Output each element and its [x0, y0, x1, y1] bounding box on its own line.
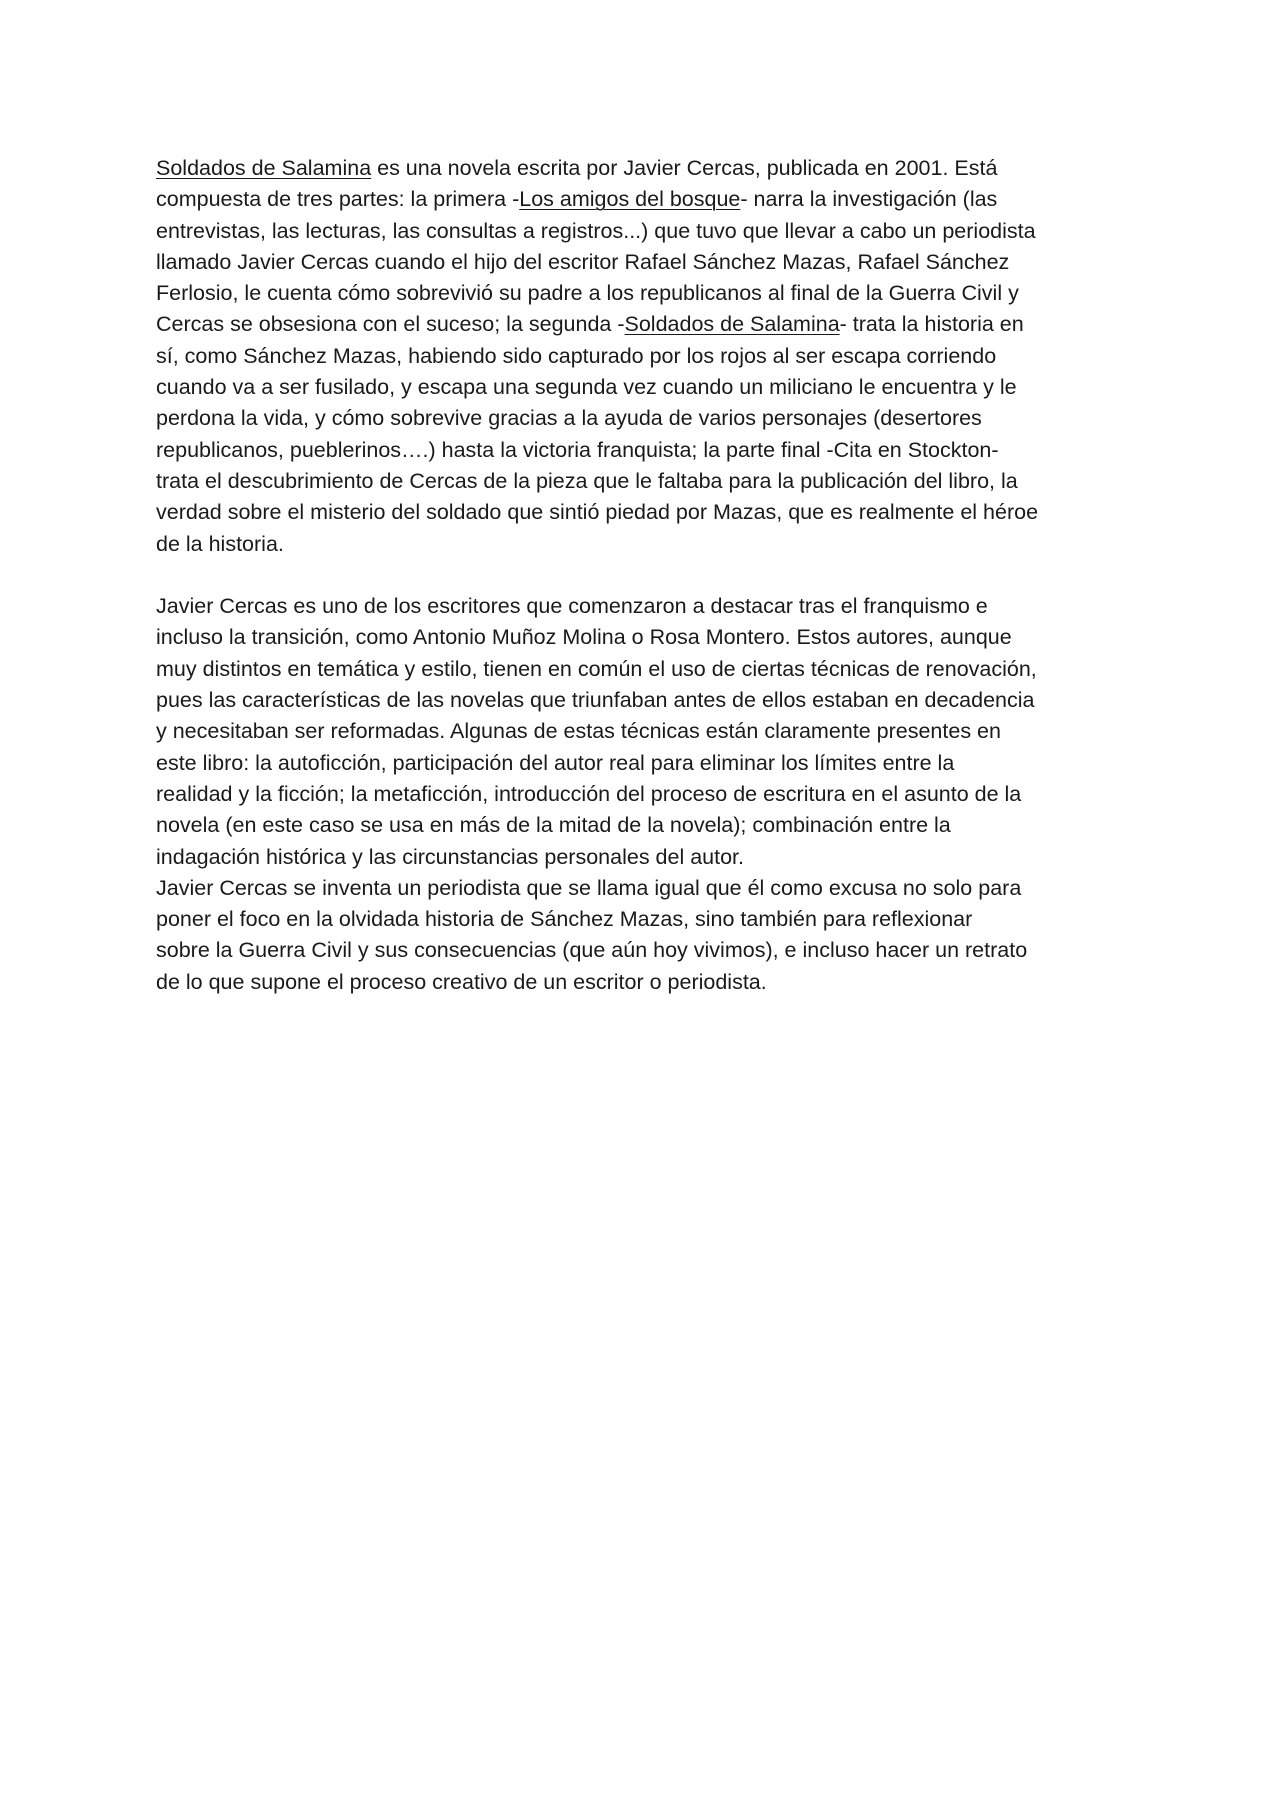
paragraph-context	[156, 591, 1141, 873]
book-title-underlined: Soldados de Salamina	[156, 156, 372, 180]
text-line: de la historia.	[156, 531, 284, 556]
document-body	[156, 153, 1141, 998]
paragraph-summary	[156, 153, 1141, 560]
text-line: sobre la Guerra Civil y sus consecuencias (que aún hoy vivimos), e incluso hacer un retrato	[156, 938, 1028, 963]
text-span: - trata la historia en	[839, 312, 1024, 337]
text-line	[156, 184, 1141, 215]
paragraph-analysis	[156, 873, 1141, 998]
paragraph-spacer	[156, 560, 1141, 591]
text-span: compuesta de tres partes: la primera -	[156, 187, 520, 212]
text-line: indagación histórica y las circunstancias personales del autor.	[156, 844, 744, 869]
text-line: poner el foco en la olvidada historia de Sánchez Mazas, sino también para reflexionar	[156, 907, 973, 932]
part-title-underlined: Soldados de Salamina	[624, 312, 840, 337]
text-line: Javier Cercas se inventa un periodista que se llama igual que él como excusa no solo para	[156, 875, 1022, 900]
text-line: este libro: la autoficción, participación del autor real para eliminar los límites entre la	[156, 750, 955, 775]
text-line: de lo que supone el proceso creativo de un escritor o periodista.	[156, 969, 767, 994]
text-line: cuando va a ser fusilado, y escapa una segunda vez cuando un miliciano le encuentra y le	[156, 375, 1017, 400]
text-line: muy distintos en temática y estilo, tienen en común el uso de ciertas técnicas de renovación,	[156, 656, 1037, 681]
text-line: realidad y la ficción; la metaficción, introducción del proceso de escritura en el asunto de la	[156, 781, 1022, 806]
text-line: Ferlosio, le cuenta cómo sobrevivió su padre a los republicanos al final de la Guerra Civil y	[156, 281, 1019, 306]
text-line: incluso la transición, como Antonio Muñoz Molina o Rosa Montero. Estos autores, aunque	[156, 625, 1012, 650]
text-line: pues las características de las novelas que triunfaban antes de ellos estaban en decadencia	[156, 688, 1035, 713]
part-title-underlined: Los amigos del bosque	[519, 187, 741, 212]
text-line: entrevistas, las lecturas, las consultas a registros...) que tuvo que llevar a cabo un periodista	[156, 218, 1036, 243]
text-line	[156, 153, 1141, 184]
text-line: novela (en este caso se usa en más de la mitad de la novela); combinación entre la	[156, 813, 951, 838]
text-span: - narra la investigación (las	[740, 187, 998, 212]
text-line: Javier Cercas es uno de los escritores que comenzaron a destacar tras el franquismo e	[156, 594, 988, 619]
text-line: trata el descubrimiento de Cercas de la pieza que le faltaba para la publicación del libro, la	[156, 468, 1018, 493]
text-line: perdona la vida, y cómo sobrevive gracias a la ayuda de varios personajes (desertores	[156, 406, 982, 431]
text-line: llamado Javier Cercas cuando el hijo del escritor Rafael Sánchez Mazas, Rafael Sánchez	[156, 249, 1010, 274]
text-line: sí, como Sánchez Mazas, habiendo sido capturado por los rojos al ser escapa corriendo	[156, 343, 997, 368]
text-span: Cercas se obsesiona con el suceso; la segunda -	[156, 312, 625, 337]
text-line: republicanos, pueblerinos….) hasta la victoria franquista; la parte final -Cita en Stockton-	[156, 437, 999, 462]
text-line	[156, 309, 1141, 340]
text-line: y necesitaban ser reformadas. Algunas de estas técnicas están claramente presentes en	[156, 719, 1001, 744]
text-span: es una novela escrita por Javier Cercas, publicada en 2001. Está	[371, 156, 998, 180]
text-line: verdad sobre el misterio del soldado que sintió piedad por Mazas, que es realmente el héroe	[156, 500, 1039, 525]
